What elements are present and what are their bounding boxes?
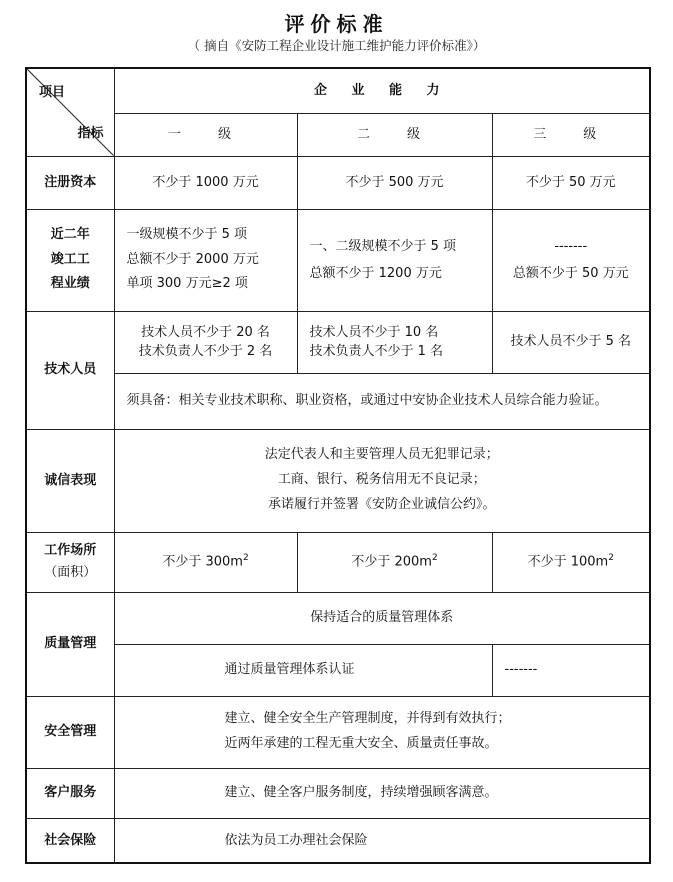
insurance-content: 依法为员工办理社会保险 — [114, 818, 650, 863]
workplace-level-3: 不少于 $100m^2$ — [492, 532, 650, 592]
integrity-content: 法定代表人和主要管理人员无犯罪记录； 工商、银行、税务信用无不良记录； 承诺履行并签署《安防企业诚信公约》。 — [114, 429, 650, 532]
performance-level-1: 一级规模不少于 5 项 总额不少于 2000 万元 单项 300 万元≥2 项 — [114, 209, 297, 311]
capital-level-2: 不少于 500 万元 — [297, 156, 492, 209]
integrity-label: 诚信表现 — [26, 429, 114, 532]
level-1-header: 一 级 — [114, 113, 297, 156]
unit-superscript: 2 — [242, 553, 249, 564]
staff-label: 技术人员 — [26, 311, 114, 429]
level-3-header: 三 级 — [492, 113, 650, 156]
performance-label: 近二年 竣工工 程业绩 — [26, 209, 114, 311]
service-content: 建立、健全客户服务制度，持续增强顾客满意。 — [114, 768, 650, 818]
safety-label: 安全管理 — [26, 696, 114, 768]
staff-note: 须具备：相关专业技术职称、职业资格，或通过中安协企业技术人员综合能力验证。 — [114, 373, 650, 429]
page-title: 评价标准 — [284, 12, 389, 36]
safety-content: 建立、健全安全生产管理制度，并得到有效执行； 近两年承建的工程无重大安全、质量责任事故。 — [114, 696, 650, 768]
ability-header: 企 业 能 力 — [114, 68, 650, 113]
staff-level-2: 技术人员不少于 10 名 技术负责人不少于 1 名 — [297, 311, 492, 373]
workplace-label: 工作场所 （面积） — [26, 532, 114, 592]
level-2-header: 二 级 — [297, 113, 492, 156]
page-subtitle: （ 摘自《安防工程企业设计施工维护能力评价标准》） — [187, 38, 486, 53]
staff-level-3: 技术人员不少于 5 名 — [492, 311, 650, 373]
unit-superscript: 2 — [431, 553, 438, 564]
insurance-label: 社会保险 — [26, 818, 114, 863]
quality-line-2: 通过质量管理体系认证 — [114, 644, 492, 696]
capital-level-3: 不少于 50 万元 — [492, 156, 650, 209]
capital-label: 注册资本 — [26, 156, 114, 209]
service-label: 客户服务 — [26, 768, 114, 818]
workplace-level-2: 不少于 $200m^2$ — [297, 532, 492, 592]
performance-level-2: 一、二级规模不少于 5 项 总额不少于 1200 万元 — [297, 209, 492, 311]
capital-level-1: 不少于 1000 万元 — [114, 156, 297, 209]
workplace-level-1: 不少于 $300m^2$ — [114, 532, 297, 592]
item-label: 项目 — [39, 85, 66, 100]
staff-level-1: 技术人员不少于 20 名 技术负责人不少于 2 名 — [114, 311, 297, 373]
quality-label: 质量管理 — [26, 592, 114, 696]
quality-line-2-level-3: ------- — [492, 644, 650, 696]
unit-superscript: 2 — [608, 553, 614, 564]
quality-line-1: 保持适合的质量管理体系 — [114, 592, 650, 644]
criteria-table — [25, 67, 651, 864]
header-diagonal-cell — [26, 68, 114, 156]
indicator-label: 指标 — [77, 126, 104, 141]
performance-level-3: ------- 总额不少于 50 万元 — [492, 209, 650, 311]
